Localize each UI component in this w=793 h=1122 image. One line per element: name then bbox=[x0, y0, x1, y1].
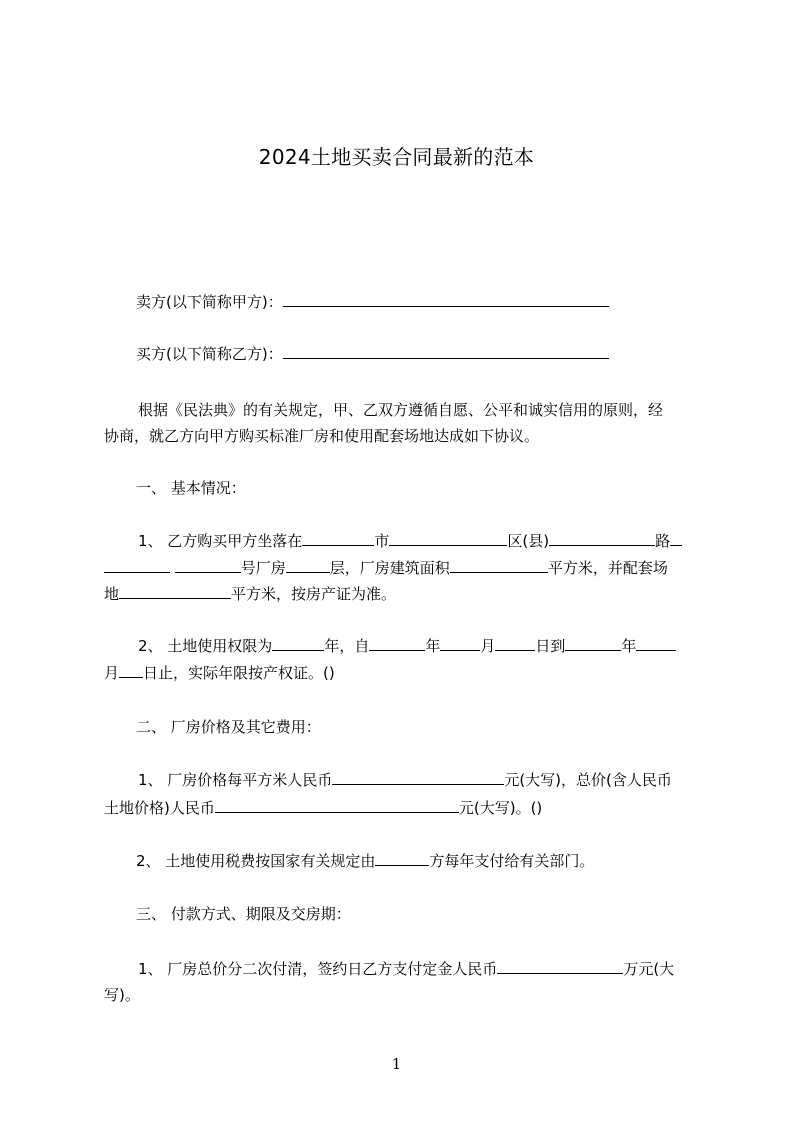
tax-payer-blank bbox=[375, 849, 429, 866]
seller-blank bbox=[283, 290, 609, 307]
area-blank bbox=[450, 556, 548, 573]
buyer-line bbox=[136, 340, 742, 369]
term-years-blank bbox=[272, 634, 324, 651]
clause-3-1-line-2: 写)。 bbox=[104, 986, 140, 1004]
clause-2-1-line-1: 1、 厂房价格每平方米人民币 元(大写)，总价(含人民币 bbox=[138, 766, 744, 795]
district-blank bbox=[389, 529, 507, 546]
intro-line-1: 根据《民法典》的有关规定，甲、乙双方遵循自愿、公平和诚实信用的原则，经 bbox=[138, 401, 664, 419]
buyer-label: 买方(以下简称乙方)： bbox=[136, 345, 283, 363]
clause-2-1-line-2: 土地价格)人民币 元(大写)。() bbox=[104, 794, 710, 823]
deposit-blank bbox=[497, 957, 623, 974]
total-price-blank bbox=[215, 796, 459, 813]
clause-1-1-line-1: 1、 乙方购买甲方坐落在 市 区(县) 路 bbox=[138, 527, 744, 556]
unit-price-blank bbox=[332, 768, 504, 785]
seller-label: 卖方(以下简称甲方)： bbox=[136, 293, 283, 311]
buyer-blank bbox=[283, 342, 609, 359]
floor-blank bbox=[286, 556, 330, 573]
clause-1-2-line-1: 2、 土地使用权限为 年，自 年 月 日到 年 bbox=[138, 632, 744, 661]
road-blank bbox=[549, 529, 655, 546]
number-blank bbox=[104, 556, 170, 573]
clause-3-1-line-1: 1、 厂房总价分二次付清，签约日乙方支付定金人民币 万元(大 bbox=[138, 955, 744, 984]
section-1-heading: 一、 基本情况： bbox=[136, 479, 246, 497]
document-title: 2024土地买卖合同最新的范本 bbox=[258, 145, 535, 169]
site-area-blank bbox=[119, 582, 231, 599]
clause-1-2-line-2: 月 日止，实际年限按产权证。() bbox=[104, 659, 710, 688]
clause-2-2: 2、 土地使用税费按国家有关规定由 方每年支付给有关部门。 bbox=[136, 847, 742, 876]
seller-line bbox=[136, 288, 742, 317]
section-2-heading: 二、 厂房价格及其它费用： bbox=[136, 718, 321, 736]
building-blank bbox=[175, 556, 241, 573]
page-number: 1 bbox=[391, 1055, 402, 1073]
section-3-heading: 三、 付款方式、期限及交房期： bbox=[136, 905, 351, 923]
intro-line-2: 协商，就乙方向甲方购买标准厂房和使用配套场地达成如下协议。 bbox=[104, 427, 540, 445]
clause-1-1-line-2: 号厂房 层，厂房建筑面积 平方米，并配套场 bbox=[104, 554, 710, 583]
clause-1-1-line-3: 地 平方米，按房产证为准。 bbox=[104, 580, 710, 609]
city-blank bbox=[302, 529, 374, 546]
